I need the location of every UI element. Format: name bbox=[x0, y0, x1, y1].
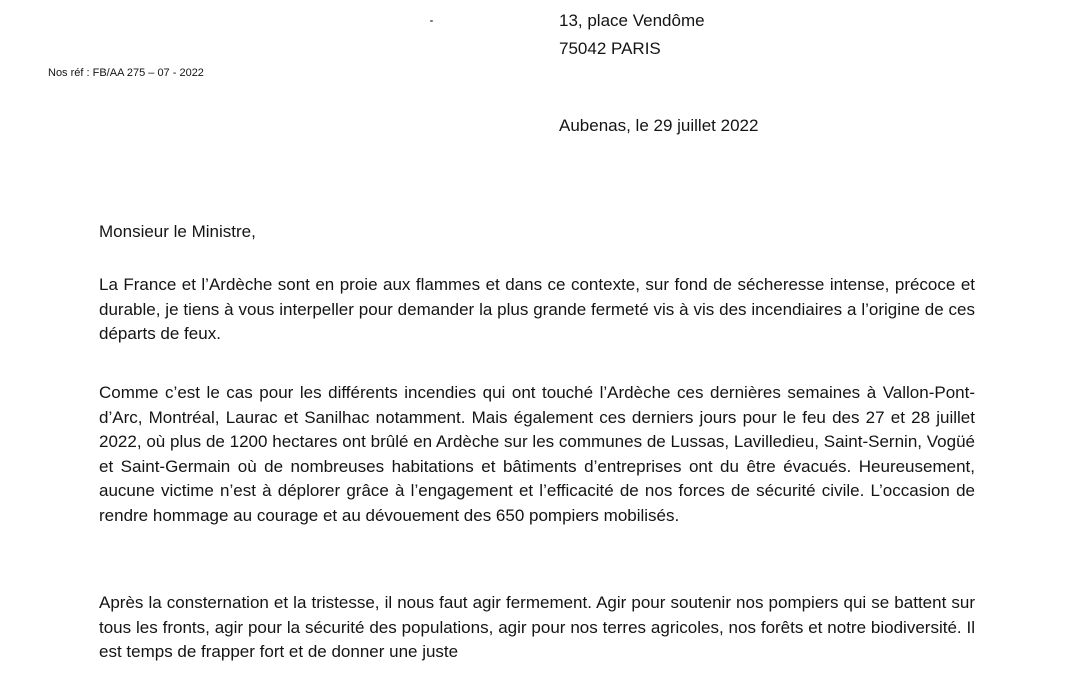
paragraph-call-to-action: Après la consternation et la tristesse, il nous faut agir fermement. Agir pour soutenir nos pompiers qui se battent sur tous les fronts, agir pour la sécurité des populations, agir pour nos terres agricoles, nos forêts et notre biodiversité. Il est temps de frapper fort et de donner une juste bbox=[99, 593, 975, 661]
reference-number: Nos réf : FB/AA 275 – 07 - 2022 bbox=[48, 67, 204, 79]
paragraph-fires-detail: Comme c’est le cas pour les différents incendies qui ont touché l’Ardèche ces dernières semaines à Vallon-Pont-d’Arc, Montréal, Laurac et Sanilhac notamment. Mais également ces derniers jours pour le feu des 27 et 28 juillet 2022, où plus de 1200 hectares ont brûlé en Ardèche sur les communes de Lussas, Lavilledieu, Saint-Sernin, Vogüé et Saint-Germain où de nombreuses habitations et bâtiments d’entreprises ont du être évacués. Heureusement, aucune victime n’est à déplorer grâce à l’engagement et l’efficacité de nos forces de sécurité civile. L’occasion de rendre hommage au courage et au dévouement des 650 pompiers mobilisés. bbox=[99, 383, 975, 525]
recipient-address-city: 75042 PARIS bbox=[559, 39, 661, 58]
paragraph-wildfire-context: La France et l’Ardèche sont en proie aux flammes et dans ce contexte, sur fond de sécheresse intense, précoce et durable, je tiens à vous interpeller pour demander la plus grande fermeté vis à vis des incendiaires a l’origine de ces départs de feux. bbox=[99, 275, 975, 343]
cropped-address-line bbox=[558, 0, 718, 2]
recipient-address-street: 13, place Vendôme bbox=[559, 11, 705, 30]
place-and-date: Aubenas, le 29 juillet 2022 bbox=[559, 116, 759, 135]
scan-speck bbox=[430, 20, 433, 22]
salutation: Monsieur le Ministre, bbox=[99, 222, 256, 241]
